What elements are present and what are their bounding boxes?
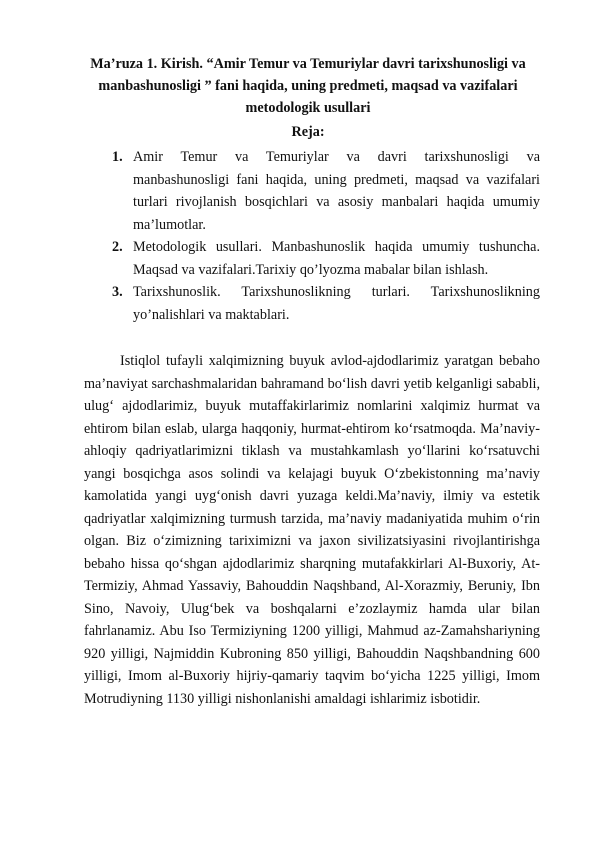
plan-item-number: 2. — [112, 239, 123, 255]
body-paragraph: Istiqlol tufayli xalqimizning buyuk avlod-ajdodlarimiz yaratgan bebaho ma’naviyat sarchashmalaridan bahramand bo‘lish davri yetib kelganligi sababli, ulug‘ ajdodlarimiz, buyuk mutaffakirlarimiz nomlarini xalqimiz hurmat va ehtirom bilan eslab, ularga haqqoniy, hurmat-ehtirom ko‘rsatmoqda. Ma’naviy-ahloqiy qadriyatlarimizni tiklash va mustahkamlash yo‘llarini ko‘rsatuvchi yangi bosqichga asos solindi va kelajagi buyuk O‘zbekistonning ma’naviy kamolatida yangi uyg‘onish davri yuzaga keldi.Ma’naviy, ilmiy va estetik qadriyatlar xalqimizning turmush tarzida, ma’naviy madaniyatida muhim o‘rin olgan. Biz o‘zimizning tariximizni va jaxon sivilizatsiyasini rivojlantirishga bebaho hissa qo‘shgan ajdodlarimiz sharqning mutafakkirlari Al-Buxoriy, At-Termiziy, Ahmad Yassaviy, Bahouddin Naqshband, Al-Xorazmiy, Beruniy, Ibn Sino, Navoiy, Ulug‘bek va boshqalarni e’zozlaymiz hamda ular bilan fahrlanamiz. Abu Iso Termiziyning 1200 yilligi, Mahmud az-Zamahshariyning 920 yilligi, Najmiddin Kubroning 850 yilligi, Bahouddin Naqshbandning 600 yilligi, Imom al-Buxoriy hijriy-qamariy taqvim bo‘yicha 1225 yilligi, Imom Motrudiyning 1130 yilligi nishonlanishi amaldagi ishlarimiz isbotidir. — [84, 353, 540, 707]
plan-heading: Reja: — [291, 124, 325, 140]
plan-item-1 — [112, 146, 540, 236]
plan-list — [112, 146, 540, 326]
lecture-title-line-3: metodologik usullari — [245, 100, 371, 116]
lecture-title-line-2: manbashunosligi ” fani haqida, uning predmeti, maqsad va vazifalari — [98, 78, 518, 94]
plan-item-2 — [112, 236, 540, 281]
plan-item-3 — [112, 281, 540, 326]
plan-item-text: Metodologik usullari. Manbashunoslik haqida umumiy tushuncha. Maqsad va vazifalari.Tarixiy qo’lyozma mabalar bilan ishlash. — [133, 239, 540, 278]
lecture-title-line-1: Ma’ruza 1. Kirish. “Amir Temur va Temuriylar davri tarixshunosligi va — [90, 56, 526, 72]
plan-item-text: Amir Temur va Temuriylar va davri tarixshunosligi va manbashunosligi fani haqida, uning predmeti, maqsad va vazifalari turlari rivojlanish bosqichlari va asosiy manbalari haqida umumiy ma’lumotlar. — [133, 149, 540, 233]
plan-item-number: 1. — [112, 149, 123, 165]
plan-item-number: 3. — [112, 284, 123, 300]
lecture-title — [80, 53, 536, 119]
plan-item-text: Tarixshunoslik. Tarixshunoslikning turlari. Tarixshunoslikning yo’nalishlari va maktablari. — [133, 284, 540, 323]
